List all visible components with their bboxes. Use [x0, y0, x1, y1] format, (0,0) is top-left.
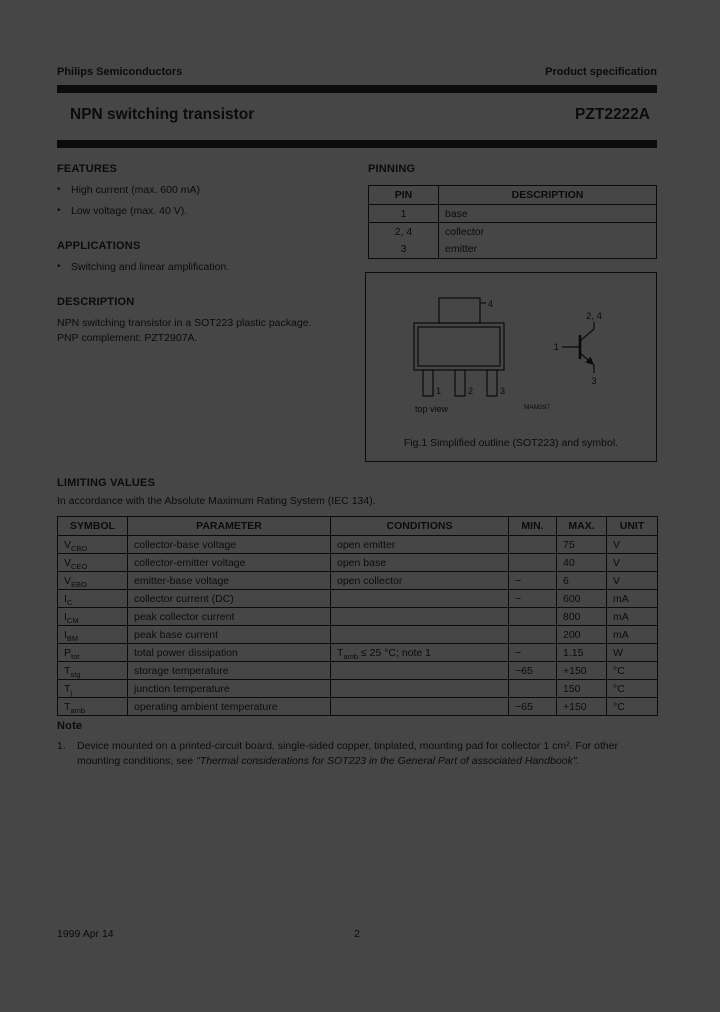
min-cell: − [509, 572, 557, 590]
features-heading: FEATURES [57, 163, 118, 175]
tab-pin-label: 4 [488, 299, 494, 309]
pin-description-cell: emitter [439, 241, 657, 259]
parameter-cell: collector-emitter voltage [128, 554, 331, 572]
symbol-cell: $I_C$ [58, 590, 128, 608]
table-row [369, 223, 657, 241]
max-cell: 6 [557, 572, 607, 590]
min-cell [509, 680, 557, 698]
table-row [58, 680, 658, 698]
package-body-outer [414, 323, 504, 370]
package-body-inner [418, 327, 500, 366]
symbol-collector-label: 2, 4 [586, 311, 602, 322]
applications-heading: APPLICATIONS [57, 240, 141, 252]
table-row [58, 644, 658, 662]
max-cell: 200 [557, 626, 607, 644]
parameter-cell: collector-base voltage [128, 536, 331, 554]
package-lead-1 [423, 370, 433, 396]
pin-cell: 3 [369, 241, 439, 259]
running-header [57, 66, 657, 78]
list-item [57, 261, 352, 273]
package-tab [439, 298, 480, 323]
symbol-cell: $V_{EBO}$ [58, 572, 128, 590]
page-number: 2 [354, 928, 360, 940]
list-item [57, 184, 352, 196]
unit-cell: V [607, 536, 658, 554]
parameter-cell: collector current (DC) [128, 590, 331, 608]
parameter-cell: junction temperature [128, 680, 331, 698]
title-block [57, 106, 657, 124]
max-cell: +150 [557, 698, 607, 716]
max-cell: 75 [557, 536, 607, 554]
table-row [58, 626, 658, 644]
header-rule-bottom [57, 140, 657, 148]
min-cell [509, 608, 557, 626]
unit-column-header: UNIT [607, 517, 658, 536]
bullet-icon: • [57, 205, 61, 216]
conditions-cell [331, 608, 509, 626]
package-lead-2 [455, 370, 465, 396]
spec-type-label: Product specification [545, 66, 657, 78]
description-heading: DESCRIPTION [57, 296, 135, 308]
parameter-cell: storage temperature [128, 662, 331, 680]
min-cell [509, 554, 557, 572]
right-column [368, 163, 657, 259]
lead-1-label: 1 [436, 386, 442, 396]
table-row [58, 608, 658, 626]
table-row [369, 241, 657, 259]
conditions-cell [331, 626, 509, 644]
description-column-header: DESCRIPTION [439, 186, 657, 205]
drawing-code-label: MAM297 [524, 404, 551, 411]
table-row [58, 572, 658, 590]
symbol-column-header: SYMBOL [58, 517, 128, 536]
unit-cell: V [607, 554, 658, 572]
conditions-column-header: CONDITIONS [331, 517, 509, 536]
note-item [57, 739, 657, 769]
description-text: PNP complement: PZT2907A. [57, 332, 198, 344]
header-rule-top [57, 85, 657, 93]
pin-description-cell: base [439, 205, 657, 223]
top-view-label: top view [415, 404, 449, 414]
bullet-icon: • [57, 184, 61, 195]
table-row [58, 662, 658, 680]
footer-date: 1999 Apr 14 [57, 928, 114, 940]
package-lead-3 [487, 370, 497, 396]
pin-cell: 1 [369, 205, 439, 223]
max-column-header: MAX. [557, 517, 607, 536]
parameter-column-header: PARAMETER [128, 517, 331, 536]
symbol-emitter-arrow [586, 357, 595, 366]
feature-text: Low voltage (max. 40 V). [71, 205, 188, 217]
unit-cell: mA [607, 590, 658, 608]
note-text: Device mounted on a printed-circuit board, single-sided copper, tinplated, mounting pad for collector 1 cm². For other mounting conditions, see "Thermal considerations for SOT223 in the General Part of associated Handbook". [77, 740, 619, 767]
parameter-cell: total power dissipation [128, 644, 331, 662]
symbol-cell: $T_{stg}$ [58, 662, 128, 680]
min-cell [509, 536, 557, 554]
pin-cell: 2, 4 [369, 223, 439, 241]
conditions-cell [331, 662, 509, 680]
parameter-cell: emitter-base voltage [128, 572, 331, 590]
max-cell: 150 [557, 680, 607, 698]
symbol-cell: $P_{tot}$ [58, 644, 128, 662]
conditions-cell: open base [331, 554, 509, 572]
max-cell: 600 [557, 590, 607, 608]
application-text: Switching and linear amplification. [71, 261, 230, 273]
max-cell: 40 [557, 554, 607, 572]
unit-cell: °C [607, 698, 658, 716]
max-cell: +150 [557, 662, 607, 680]
description-text: NPN switching transistor in a SOT223 plastic package. [57, 317, 312, 329]
table-row [58, 554, 658, 572]
conditions-cell: $T_{amb} \le 25$ °C; note 1 [331, 644, 509, 662]
min-cell: − [509, 644, 557, 662]
page-title: NPN switching transistor [70, 106, 255, 123]
lead-3-label: 3 [500, 386, 506, 396]
note-section [57, 720, 657, 769]
min-cell: − [509, 590, 557, 608]
publisher-name: Philips Semiconductors [57, 66, 183, 78]
symbol-cell: $T_{amb}$ [58, 698, 128, 716]
max-cell: 1.15 [557, 644, 607, 662]
table-row [369, 205, 657, 223]
conditions-cell: open collector [331, 572, 509, 590]
note-heading: Note [57, 720, 83, 732]
symbol-base-label: 1 [553, 342, 559, 353]
unit-cell: V [607, 572, 658, 590]
limiting-values-intro: In accordance with the Absolute Maximum Rating System (IEC 134). [57, 495, 376, 507]
table-row [58, 536, 658, 554]
symbol-collector-line [580, 329, 594, 341]
datasheet-page [57, 0, 657, 1012]
limiting-values-section [57, 477, 657, 716]
figure-1 [365, 272, 657, 462]
feature-text: High current (max. 600 mA) [71, 184, 200, 196]
min-cell: −65 [509, 662, 557, 680]
list-item [57, 205, 352, 217]
note-number: 1. [57, 740, 66, 752]
conditions-cell [331, 590, 509, 608]
symbol-emitter-label: 3 [591, 376, 597, 387]
symbol-cell: $V_{CEO}$ [58, 554, 128, 572]
limiting-values-heading: LIMITING VALUES [57, 477, 156, 489]
min-column-header: MIN. [509, 517, 557, 536]
bullet-icon: • [57, 261, 61, 272]
symbol-cell: $T_j$ [58, 680, 128, 698]
sot223-outline-and-symbol-drawing [366, 273, 656, 423]
pin-column-header: PIN [369, 186, 439, 205]
table-header-row [369, 186, 657, 205]
table-header-row [58, 517, 658, 536]
conditions-cell [331, 698, 509, 716]
parameter-cell: operating ambient temperature [128, 698, 331, 716]
conditions-cell [331, 680, 509, 698]
symbol-cell: $V_{CBO}$ [58, 536, 128, 554]
min-cell: −65 [509, 698, 557, 716]
table-row [58, 698, 658, 716]
pinning-heading: PINNING [368, 163, 416, 175]
unit-cell: W [607, 644, 658, 662]
part-number: PZT2222A [575, 106, 650, 123]
limiting-values-table [57, 516, 658, 716]
symbol-cell: $I_{CM}$ [58, 608, 128, 626]
min-cell [509, 626, 557, 644]
figure-caption: Fig.1 Simplified outline (SOT223) and symbol. [403, 437, 619, 449]
pin-description-cell: collector [439, 223, 657, 241]
parameter-cell: peak base current [128, 626, 331, 644]
pinning-table [368, 185, 657, 259]
lead-2-label: 2 [468, 386, 474, 396]
unit-cell: °C [607, 680, 658, 698]
unit-cell: °C [607, 662, 658, 680]
conditions-cell: open emitter [331, 536, 509, 554]
unit-cell: mA [607, 608, 658, 626]
unit-cell: mA [607, 626, 658, 644]
parameter-cell: peak collector current [128, 608, 331, 626]
left-column [57, 163, 352, 346]
table-row [58, 590, 658, 608]
max-cell: 800 [557, 608, 607, 626]
symbol-cell: $I_{BM}$ [58, 626, 128, 644]
